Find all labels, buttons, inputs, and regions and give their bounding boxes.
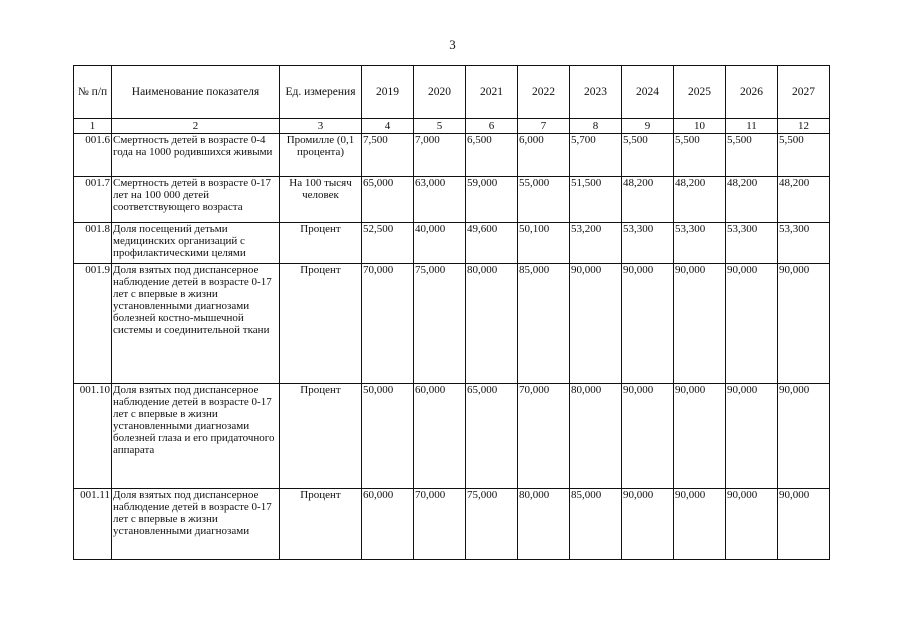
value-cell: 53,300 [674, 223, 726, 264]
value-cell: 75,000 [414, 264, 466, 384]
column-number-cell: 7 [518, 119, 570, 134]
row-unit: Промилле (0,1 процента) [280, 134, 362, 177]
header-cell: 2019 [362, 66, 414, 119]
column-number-cell: 8 [570, 119, 622, 134]
value-cell: 48,200 [778, 177, 830, 223]
header-cell: 2023 [570, 66, 622, 119]
header-cell: 2027 [778, 66, 830, 119]
value-cell: 90,000 [570, 264, 622, 384]
column-number-cell: 11 [726, 119, 778, 134]
table-header-row [74, 66, 830, 119]
table-row [74, 384, 830, 489]
row-unit: Процент [280, 264, 362, 384]
table-row [74, 489, 830, 560]
value-cell: 80,000 [518, 489, 570, 560]
value-cell: 70,000 [518, 384, 570, 489]
row-unit: Процент [280, 489, 362, 560]
value-cell: 50,100 [518, 223, 570, 264]
value-cell: 90,000 [778, 264, 830, 384]
value-cell: 90,000 [778, 384, 830, 489]
value-cell: 90,000 [622, 264, 674, 384]
value-cell: 90,000 [674, 489, 726, 560]
header-cell: Ед. измерения [280, 66, 362, 119]
value-cell: 63,000 [414, 177, 466, 223]
table-row [74, 177, 830, 223]
header-cell: № п/п [74, 66, 112, 119]
row-name: Доля взятых под диспансерное наблюдение детей в возрасте 0-17 лет с впервые в жизни установленными диагнозами [112, 489, 280, 560]
value-cell: 59,000 [466, 177, 518, 223]
value-cell: 90,000 [622, 384, 674, 489]
value-cell: 6,000 [518, 134, 570, 177]
value-cell: 5,500 [674, 134, 726, 177]
page-number: 3 [449, 37, 456, 52]
value-cell: 53,300 [778, 223, 830, 264]
column-number-cell: 9 [622, 119, 674, 134]
row-code: 001.8 [74, 223, 112, 264]
value-cell: 85,000 [518, 264, 570, 384]
value-cell: 70,000 [362, 264, 414, 384]
column-number-cell: 6 [466, 119, 518, 134]
value-cell: 40,000 [414, 223, 466, 264]
row-code: 001.9 [74, 264, 112, 384]
value-cell: 60,000 [362, 489, 414, 560]
header-cell: Наименование показателя [112, 66, 280, 119]
row-code: 001.7 [74, 177, 112, 223]
value-cell: 48,200 [726, 177, 778, 223]
column-number-cell: 1 [74, 119, 112, 134]
value-cell: 52,500 [362, 223, 414, 264]
value-cell: 65,000 [466, 384, 518, 489]
value-cell: 80,000 [466, 264, 518, 384]
row-code: 001.10 [74, 384, 112, 489]
table-row [74, 134, 830, 177]
row-unit: Процент [280, 384, 362, 489]
header-cell: 2024 [622, 66, 674, 119]
column-number-cell: 5 [414, 119, 466, 134]
indicators-table [73, 65, 830, 560]
column-number-cell: 10 [674, 119, 726, 134]
header-cell: 2022 [518, 66, 570, 119]
value-cell: 85,000 [570, 489, 622, 560]
value-cell: 53,300 [726, 223, 778, 264]
row-code: 001.6 [74, 134, 112, 177]
value-cell: 70,000 [414, 489, 466, 560]
row-code: 001.11 [74, 489, 112, 560]
row-unit: Процент [280, 223, 362, 264]
value-cell: 53,200 [570, 223, 622, 264]
row-name: Доля взятых под диспансерное наблюдение детей в возрасте 0-17 лет с впервые в жизни установленными диагнозами болезней костно-мышечной системы и соединительной ткани [112, 264, 280, 384]
header-cell: 2026 [726, 66, 778, 119]
column-number-cell: 4 [362, 119, 414, 134]
row-name: Доля посещений детьми медицинских организаций с профилактическими целями [112, 223, 280, 264]
value-cell: 75,000 [466, 489, 518, 560]
value-cell: 90,000 [622, 489, 674, 560]
table-row [74, 223, 830, 264]
value-cell: 5,500 [622, 134, 674, 177]
header-cell: 2020 [414, 66, 466, 119]
column-number-row [74, 119, 830, 134]
column-number-cell: 3 [280, 119, 362, 134]
row-name: Смертность детей в возрасте 0-4 года на 1000 родившихся живыми [112, 134, 280, 177]
column-number-cell: 2 [112, 119, 280, 134]
value-cell: 48,200 [622, 177, 674, 223]
value-cell: 53,300 [622, 223, 674, 264]
column-number-cell: 12 [778, 119, 830, 134]
value-cell: 90,000 [726, 264, 778, 384]
value-cell: 7,000 [414, 134, 466, 177]
value-cell: 90,000 [674, 384, 726, 489]
value-cell: 6,500 [466, 134, 518, 177]
value-cell: 90,000 [726, 489, 778, 560]
value-cell: 65,000 [362, 177, 414, 223]
value-cell: 90,000 [778, 489, 830, 560]
value-cell: 49,600 [466, 223, 518, 264]
value-cell: 51,500 [570, 177, 622, 223]
value-cell: 7,500 [362, 134, 414, 177]
value-cell: 5,700 [570, 134, 622, 177]
value-cell: 60,000 [414, 384, 466, 489]
value-cell: 90,000 [726, 384, 778, 489]
value-cell: 80,000 [570, 384, 622, 489]
value-cell: 90,000 [674, 264, 726, 384]
header-cell: 2021 [466, 66, 518, 119]
header-cell: 2025 [674, 66, 726, 119]
table-row [74, 264, 830, 384]
value-cell: 55,000 [518, 177, 570, 223]
value-cell: 48,200 [674, 177, 726, 223]
row-unit: На 100 тысяч человек [280, 177, 362, 223]
row-name: Смертность детей в возрасте 0-17 лет на 100 000 детей соответствующего возраста [112, 177, 280, 223]
value-cell: 50,000 [362, 384, 414, 489]
row-name: Доля взятых под диспансерное наблюдение детей в возрасте 0-17 лет с впервые в жизни установленными диагнозами болезней глаза и его придаточного аппарата [112, 384, 280, 489]
value-cell: 5,500 [778, 134, 830, 177]
value-cell: 5,500 [726, 134, 778, 177]
